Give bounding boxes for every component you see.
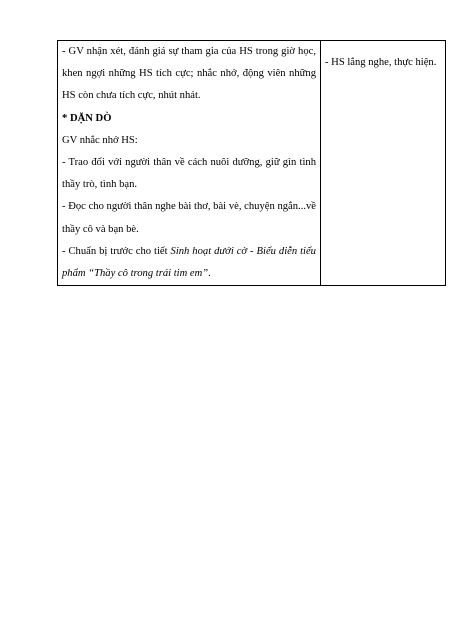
reminder-intro: GV nhắc nhở HS:	[62, 134, 138, 146]
prepare-suffix: .	[208, 268, 211, 280]
student-response: - HS lắng nghe, thực hiện.	[325, 57, 437, 68]
homework-heading: * DẶN DÒ	[62, 112, 112, 124]
reminder-item-discuss: - Trao đổi với người thân về cách nuôi dưỡng, giữ gìn tình thầy trò, tình bạn.	[62, 157, 316, 191]
student-activities-cell	[321, 41, 446, 286]
teacher-feedback-paragraph: - GV nhận xét, đánh giá sự tham gia của HS trong giờ học, khen ngợi những HS tích cực; nhắc nhở, động viên những HS còn chưa tích cực, nhút nhát.	[62, 46, 316, 102]
reminder-item-prepare	[62, 241, 316, 285]
reminder-item-read: - Đọc cho người thân nghe bài thơ, bài vè, chuyện ngắn...về thầy cô và bạn bè.	[62, 201, 316, 235]
prepare-prefix: - Chuẩn bị trước cho tiết	[62, 245, 171, 257]
table-row	[58, 41, 446, 286]
lesson-activity-table	[57, 40, 446, 286]
prepare-activity-title: Sinh hoạt dưới cờ - Biểu diễn tiểu phẩm “Thầy cô trong trái tim em”	[62, 245, 316, 280]
teacher-activities-cell	[58, 41, 321, 286]
